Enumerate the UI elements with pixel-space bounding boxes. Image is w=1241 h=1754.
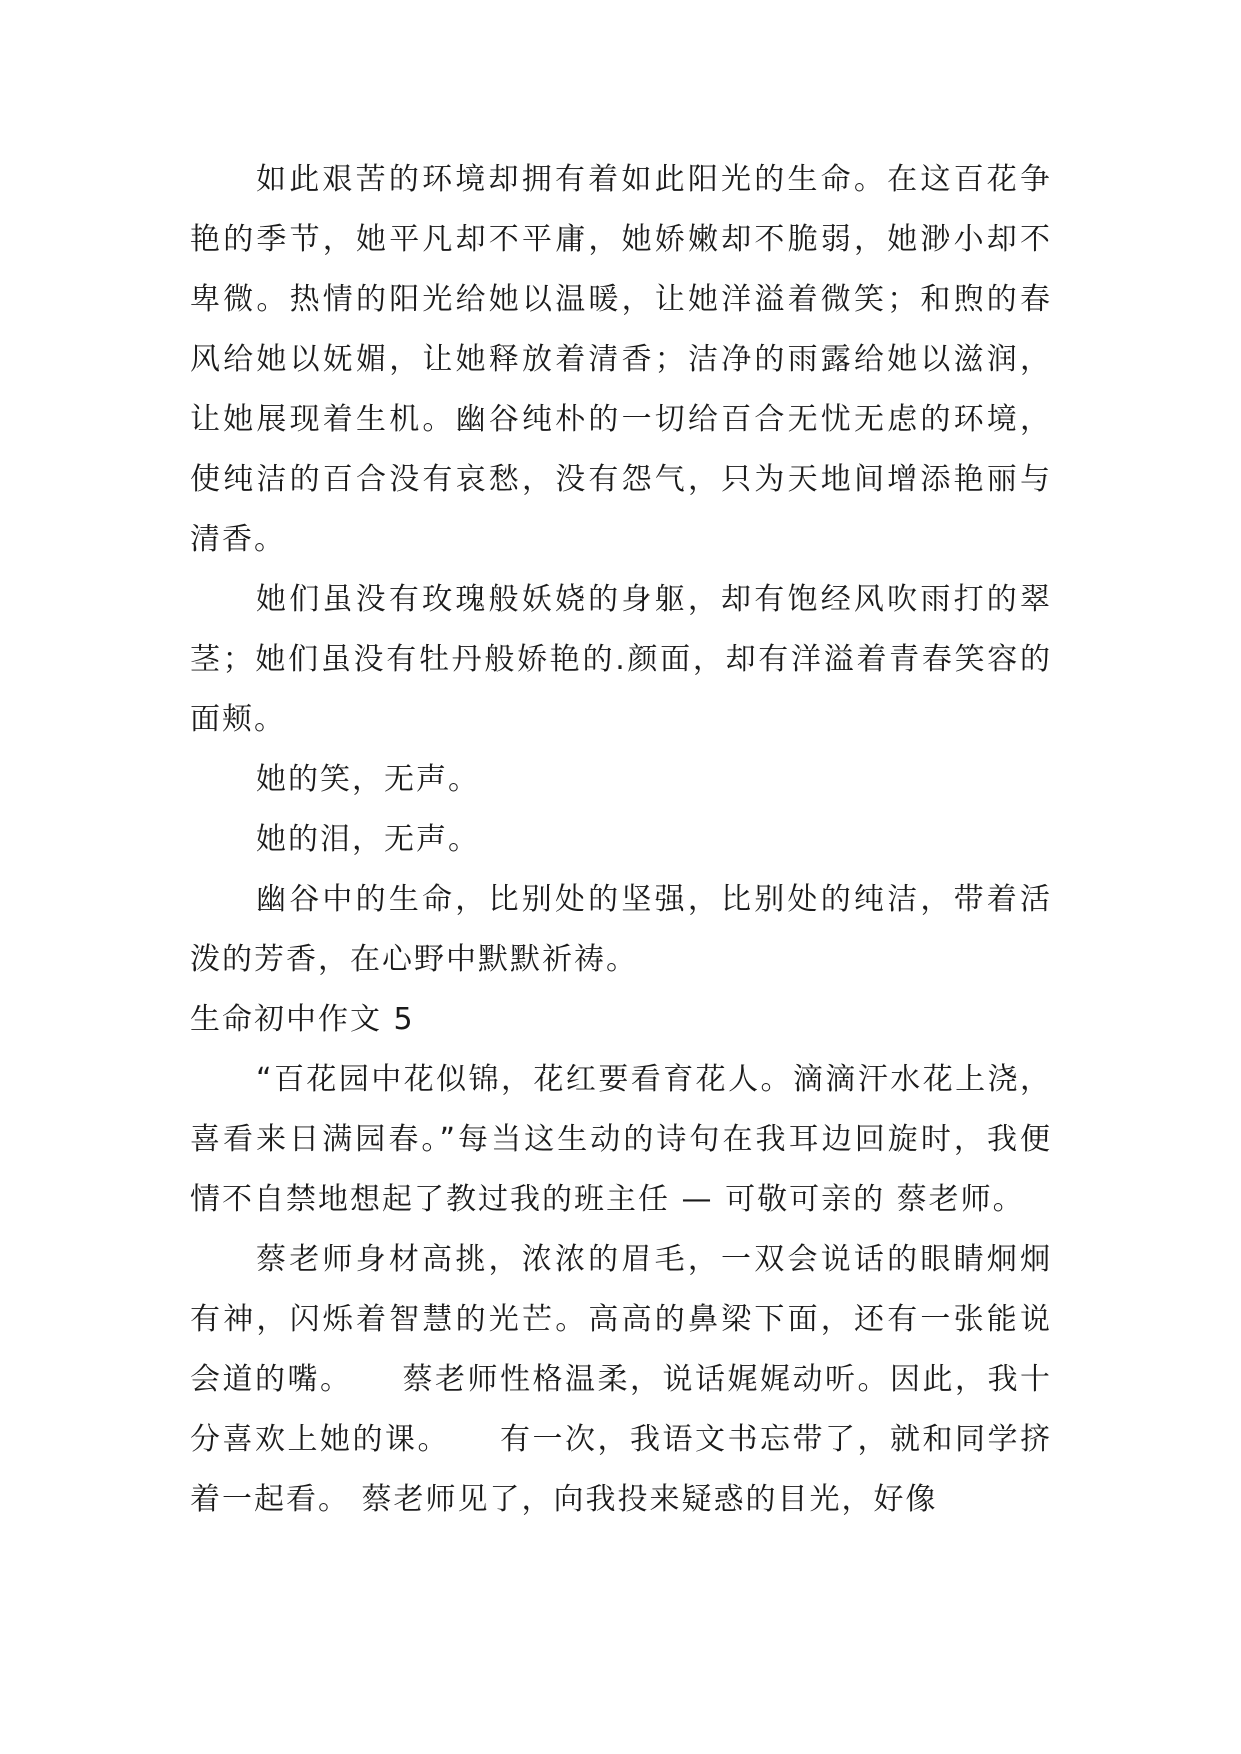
paragraph-poem: “百花园中花似锦，花红要看育花人。滴滴汗水花上浇，喜看来日满园春。”每当这生动的诗句在我耳边回旋时，我便情不自禁地想起了教过我的班主任 — 可敬可亲的 蔡老师。 bbox=[190, 1062, 1052, 1217]
paragraph-lily-body: 她们虽没有玫瑰般妖娆的身躯，却有饱经风吹雨打的翠茎；她们虽没有牡丹般娇艳的.颜面，却有洋溢着青春笑容的面颊。 bbox=[190, 582, 1052, 737]
section-title: 生命初中作文 5 bbox=[190, 1002, 415, 1037]
paragraph-teacher: 蔡老师身材高挑，浓浓的眉毛，一双会说话的眼睛炯炯有神，闪烁着智慧的光芒。高高的鼻梁下面，还有一张能说会道的嘴。 蔡老师性格温柔，说话娓娓动听。因此，我十分喜欢上她的课。 有一次，我语文书忘带了，就和同学挤着一起看。 蔡老师见了，向我投来疑惑的目光，好像 bbox=[190, 1242, 1052, 1517]
paragraph-environment: 如此艰苦的环境却拥有着如此阳光的生命。在这百花争艳的季节，她平凡却不平庸，她娇嫩却不脆弱，她渺小却不卑微。热情的阳光给她以温暖，让她洋溢着微笑；和煦的春风给她以妩媚，让她释放着清香；洁净的雨露给她以滋润，让她展现着生机。幽谷纯朴的一切给百合无忧无虑的环境，使纯洁的百合没有哀愁，没有怨气，只为天地间增添艳丽与清香。 bbox=[190, 162, 1052, 557]
document-page bbox=[190, 150, 1052, 1530]
paragraph-valley-life: 幽谷中的生命，比别处的坚强，比别处的纯洁，带着活泼的芳香，在心野中默默祈祷。 bbox=[190, 882, 1052, 977]
paragraph-smile: 她的笑，无声。 bbox=[256, 762, 480, 797]
paragraph-tears: 她的泪，无声。 bbox=[256, 822, 480, 857]
